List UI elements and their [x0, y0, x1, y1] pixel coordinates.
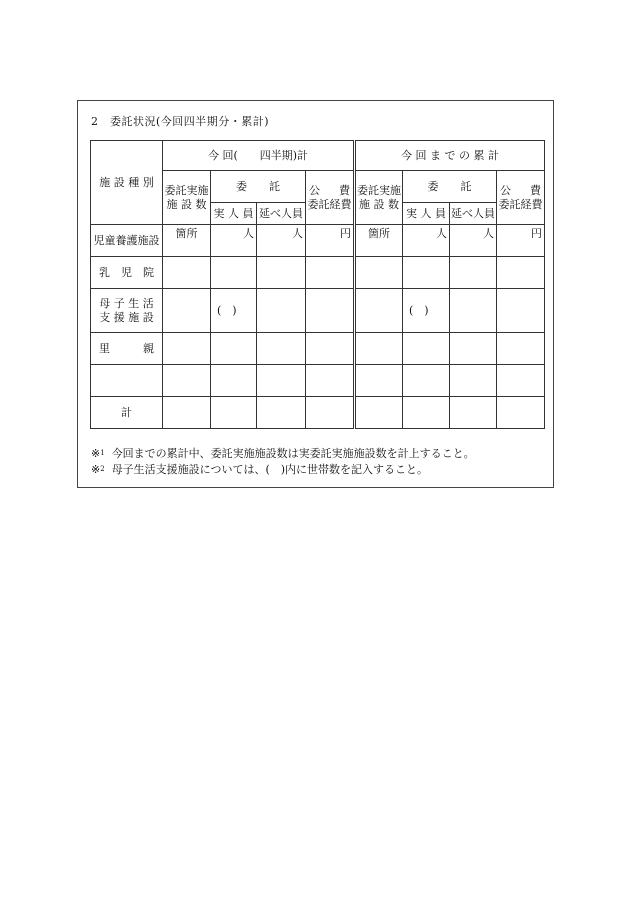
cell	[211, 333, 257, 365]
cell	[211, 365, 257, 397]
cell	[306, 257, 355, 289]
form-frame	[77, 100, 554, 488]
cell	[355, 397, 403, 429]
cell	[163, 257, 211, 289]
cell	[163, 365, 211, 397]
header-entrusted-q: 委 託	[211, 171, 306, 203]
header-total-persons-c: 延べ人員	[450, 203, 497, 225]
cell	[163, 289, 211, 333]
unit-persons-q: 人	[211, 225, 257, 257]
section-heading: 2 委託状況(今回四半期分・累計)	[91, 115, 270, 128]
footnote-2: ※$^2$ 母子生活支援施設については、( )内に世帯数を記入すること。	[91, 463, 429, 476]
cell	[306, 289, 355, 333]
row-label-foster-parent: 里 親	[91, 333, 163, 365]
unit-facilities-c: 箇所	[355, 225, 403, 257]
row-label-blank	[91, 365, 163, 397]
cell	[163, 333, 211, 365]
cell	[450, 397, 497, 429]
row-label-mother-child: 母 子 生 活 支 援 施 設	[91, 289, 163, 333]
paren-actual-q: ( )	[211, 289, 257, 333]
unit-facilities-q: 箇所	[163, 225, 211, 257]
header-public-fee-q: 公 費 委託経費	[306, 171, 355, 225]
cell	[163, 397, 211, 429]
header-actual-persons-c: 実 人 員	[403, 203, 450, 225]
cell	[450, 365, 497, 397]
unit-yen-c: 円	[497, 225, 545, 257]
header-this-quarter: 今 回( 四半期)計	[163, 141, 355, 171]
cell	[211, 257, 257, 289]
cell	[355, 289, 403, 333]
entrustment-table	[90, 140, 545, 429]
row-label-childcare: 児童養護施設	[91, 225, 163, 257]
cell	[497, 257, 545, 289]
cell	[355, 333, 403, 365]
cell	[306, 365, 355, 397]
footnotes	[91, 446, 475, 478]
cell	[497, 289, 545, 333]
header-cumulative: 今 回 ま で の 累 計	[355, 141, 545, 171]
cell	[403, 257, 450, 289]
header-facility-type: 施 設 種 別	[91, 141, 163, 225]
cell	[450, 257, 497, 289]
cell	[450, 333, 497, 365]
cell	[306, 333, 355, 365]
paren-actual-c: ( )	[403, 289, 450, 333]
cell	[211, 397, 257, 429]
header-public-fee-c: 公 費 委託経費	[497, 171, 545, 225]
cell	[257, 333, 306, 365]
cell	[403, 333, 450, 365]
unit-persons2-q: 人	[257, 225, 306, 257]
unit-persons2-c: 人	[450, 225, 497, 257]
cell	[497, 365, 545, 397]
header-facilities-count-c: 委託実施 施 設 数	[355, 171, 403, 225]
header-total-persons-q: 延べ人員	[257, 203, 306, 225]
row-label-total: 計	[91, 397, 163, 429]
header-entrusted-c: 委 託	[403, 171, 497, 203]
row-label-infant-home: 乳 児 院	[91, 257, 163, 289]
cell	[257, 257, 306, 289]
unit-yen-q: 円	[306, 225, 355, 257]
cell	[403, 397, 450, 429]
cell	[306, 397, 355, 429]
cell	[450, 289, 497, 333]
cell	[257, 365, 306, 397]
header-facilities-count-q: 委託実施 施 設 数	[163, 171, 211, 225]
unit-persons-c: 人	[403, 225, 450, 257]
footnote-1: ※$^1$ 今回までの累計中、委託実施施設数は実委託実施施設数を計上すること。	[91, 447, 475, 460]
cell	[497, 397, 545, 429]
cell	[497, 333, 545, 365]
cell	[355, 365, 403, 397]
cell	[355, 257, 403, 289]
cell	[257, 397, 306, 429]
header-actual-persons-q: 実 人 員	[211, 203, 257, 225]
cell	[257, 289, 306, 333]
cell	[403, 365, 450, 397]
